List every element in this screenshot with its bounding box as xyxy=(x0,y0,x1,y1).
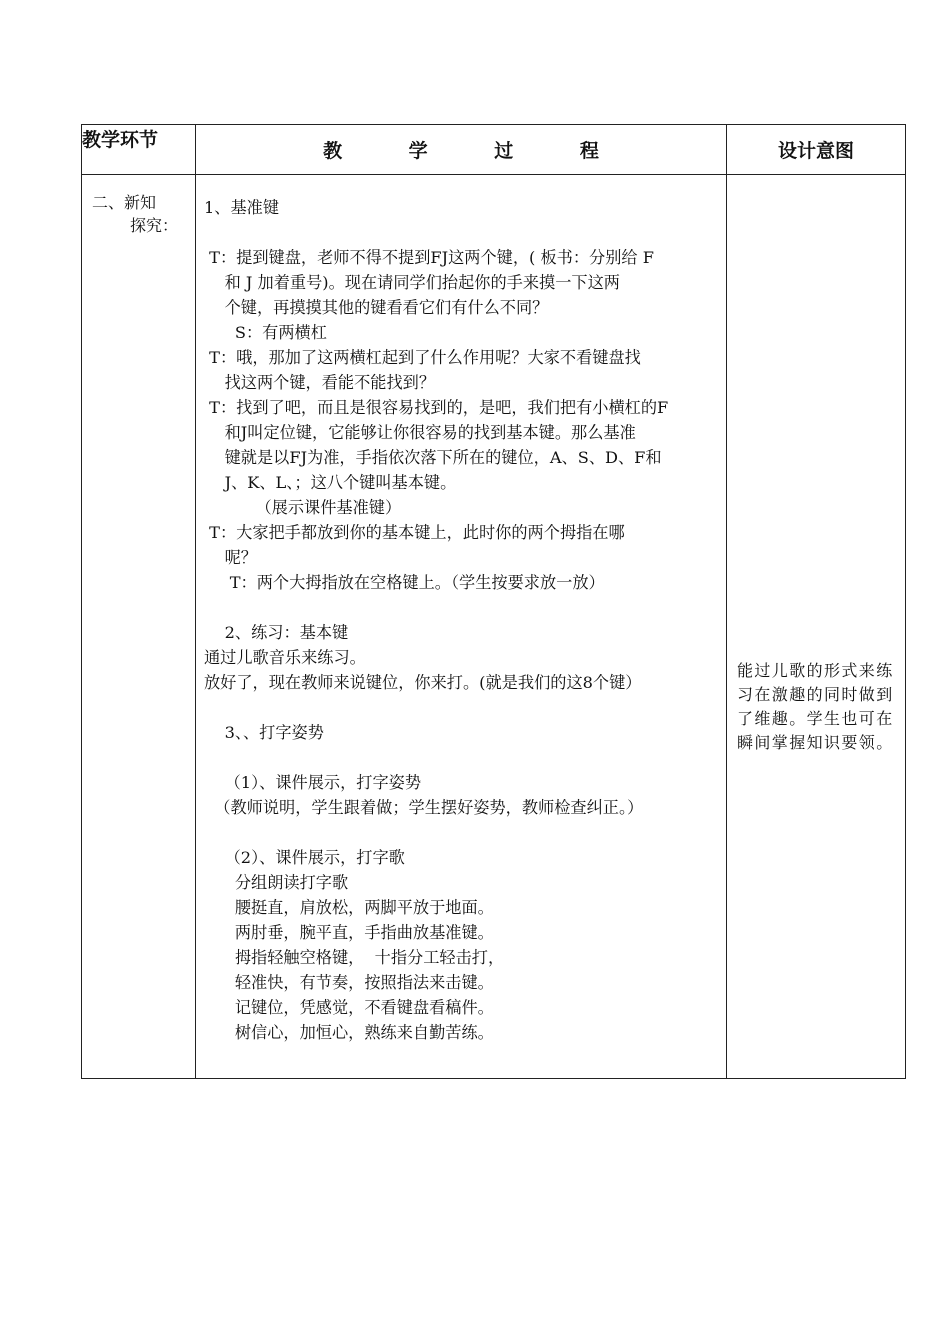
process-line xyxy=(204,820,720,845)
process-line: 键就是以FJ为准，手指依次落下所在的键位，A、S、D、F和 xyxy=(204,448,662,467)
process-line: 个键，再摸摸其他的键看看它们有什么不同？ xyxy=(204,298,549,317)
process-line: 和 J 加着重号)。现在请同学们抬起你的手来摸一下这两 xyxy=(204,273,620,292)
lesson-plan-table xyxy=(81,124,906,1079)
process-line: （教师说明，学生跟着做；学生摆好姿势，教师检查纠正。） xyxy=(204,798,644,817)
process-line: T：哦，那加了这两横杠起到了什么作用呢？大家不看键盘找 xyxy=(204,348,641,367)
process-line: T：大家把手都放到你的基本键上，此时你的两个拇指在哪 xyxy=(204,523,625,542)
process-line: T：两个大拇指放在空格键上。（学生按要求放一放） xyxy=(204,573,605,592)
process-line: 2、练习：基本键 xyxy=(204,623,349,642)
process-line: （2）、课件展示，打字歌 xyxy=(204,848,405,867)
process-line: 放好了，现在教师来说键位，你来打。(就是我们的这8个键） xyxy=(204,673,642,692)
process-line xyxy=(204,695,720,720)
header-process: 教 学 过 程 xyxy=(196,125,727,175)
content-row xyxy=(82,175,906,1079)
process-line xyxy=(204,220,720,245)
header-intent: 设计意图 xyxy=(727,125,906,175)
process-line: 轻准快，有节奏，按照指法来击键。 xyxy=(204,973,494,992)
process-line: 两肘垂，腕平直，手指曲放基准键。 xyxy=(204,923,494,942)
process-line: 呢？ xyxy=(204,548,257,567)
process-line: T：找到了吧，而且是很容易找到的，是吧，我们把有小横杠的F xyxy=(204,398,669,417)
process-line: 和J叫定位键，它能够让你很容易的找到基本键。那么基准 xyxy=(204,423,636,442)
process-line: （展示课件基准键） xyxy=(204,498,402,517)
process-line: （1）、课件展示，打字姿势 xyxy=(204,773,422,792)
process-line: 3、、打字姿势 xyxy=(204,723,324,742)
process-line: T：提到键盘，老师不得不提到FJ这两个键，( 板书：分别给 F xyxy=(204,248,654,267)
process-line: 拇指轻触空格键， 十指分工轻击打， xyxy=(204,948,505,967)
process-line: 1、基准键 xyxy=(204,198,280,217)
segment-label-line2: 探究： xyxy=(130,216,179,235)
header-segment: 教学环节 xyxy=(82,125,196,175)
process-line: 找这两个键，看能不能找到？ xyxy=(204,373,436,392)
process-line: 记键位，凭感觉，不看键盘看稿件。 xyxy=(204,998,494,1017)
segment-label-line1: 二、新知 xyxy=(92,193,157,212)
process-line xyxy=(204,595,720,620)
process-line: 树信心，加恒心，熟练来自勤苦练。 xyxy=(204,1023,494,1042)
header-row xyxy=(82,125,906,175)
process-line: 腰挺直，肩放松，两脚平放于地面。 xyxy=(204,898,494,917)
intent-text: 能过儿歌的形式来练习在激趣的同时做到了维趣。学生也可在瞬间掌握知识要领。 xyxy=(737,660,894,752)
segment-cell xyxy=(82,175,196,1079)
process-text xyxy=(196,175,726,1045)
process-line xyxy=(204,745,720,770)
intent-cell xyxy=(727,175,906,1079)
process-line: S：有两横杠 xyxy=(204,323,327,342)
process-line: J、K、L、；这八个键叫基本键。 xyxy=(204,473,457,492)
process-line: 分组朗读打字歌 xyxy=(204,873,349,892)
process-cell xyxy=(196,175,727,1079)
process-line: 通过儿歌音乐来练习。 xyxy=(204,648,366,667)
